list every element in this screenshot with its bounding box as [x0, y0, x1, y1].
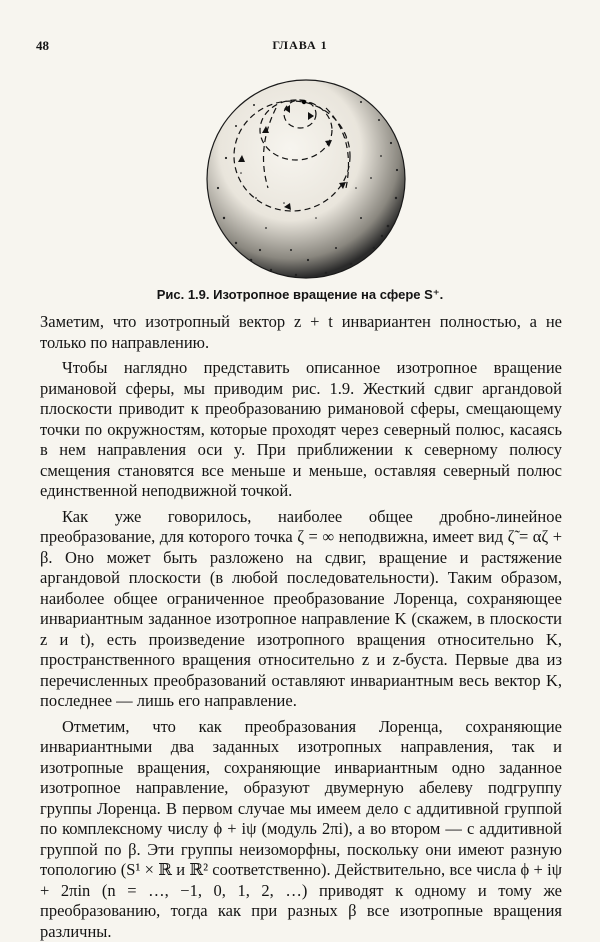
- paragraph-3: Как уже говорилось, наиболее общее дробно-линейное преобразование, для которого точка ζ = ∞ неподвижна, имеет вид ζ̃ = αζ + β. Оно может быть разложено на сдвиг, вращение и растяжение аргандовой плоскости (в любой последовательности). Таким образом, наиболее общее ограниченное преобразование Лоренца, сохраняющее инвариантным заданное изотропное направление K (скажем, в плоскости z и t), есть произведение изотропного вращения относительно K, пространственного вращения относительно z и z-буста. Первые два из перечисленных преобразований оставляют инвариантным весь вектор K, последнее — лишь его направление.: [40, 507, 562, 712]
- running-head: ГЛАВА 1: [0, 38, 600, 53]
- paragraph-1: Заметим, что изотропный вектор z + t инвариантен полностью, а не только по направлению.: [40, 312, 562, 353]
- sphere-figure: [196, 78, 416, 280]
- body-text: [40, 312, 562, 942]
- north-pole: [302, 100, 306, 104]
- page-number: 48: [36, 38, 49, 54]
- figure-caption: Рис. 1.9. Изотропное вращение на сфере S⁺.: [0, 287, 600, 303]
- paragraph-2: Чтобы наглядно представить описанное изотропное вращение римановой сферы, мы приводим рис. 1.9. Жесткий сдвиг аргандовой плоскости приводит к преобразованию римановой сферы, смещающему точки по окружностям, которые проходят через северный полюс, касаясь в нем направления оси y. При приближении к северному полюсу смещения становятся все меньше и меньше, оставляя северный полюс единственной неподвижной точкой.: [40, 358, 562, 502]
- sphere: [207, 80, 405, 278]
- paragraph-4: Отметим, что как преобразования Лоренца, сохраняющие инвариантными два заданных изотропных направления, так и изотропные вращения, сохраняющие инвариантным одно заданное изотропное направление, образуют двумерную абелеву подгруппу группы Лоренца. В первом случае мы имеем дело с аддитивной группой по комплексному числу ϕ + iψ (модуль 2πi), а во втором — с аддитивной группой по β. Эти группы неизоморфны, поскольку они имеют разную топологию (S¹ × ℝ и ℝ² соответственно). Действительно, все числа ϕ + iψ + 2πin (n = …, −1, 0, 1, 2, …) приводят к одному и тому же преобразованию, тогда как при разных β все изотропные вращения различны.: [40, 717, 562, 942]
